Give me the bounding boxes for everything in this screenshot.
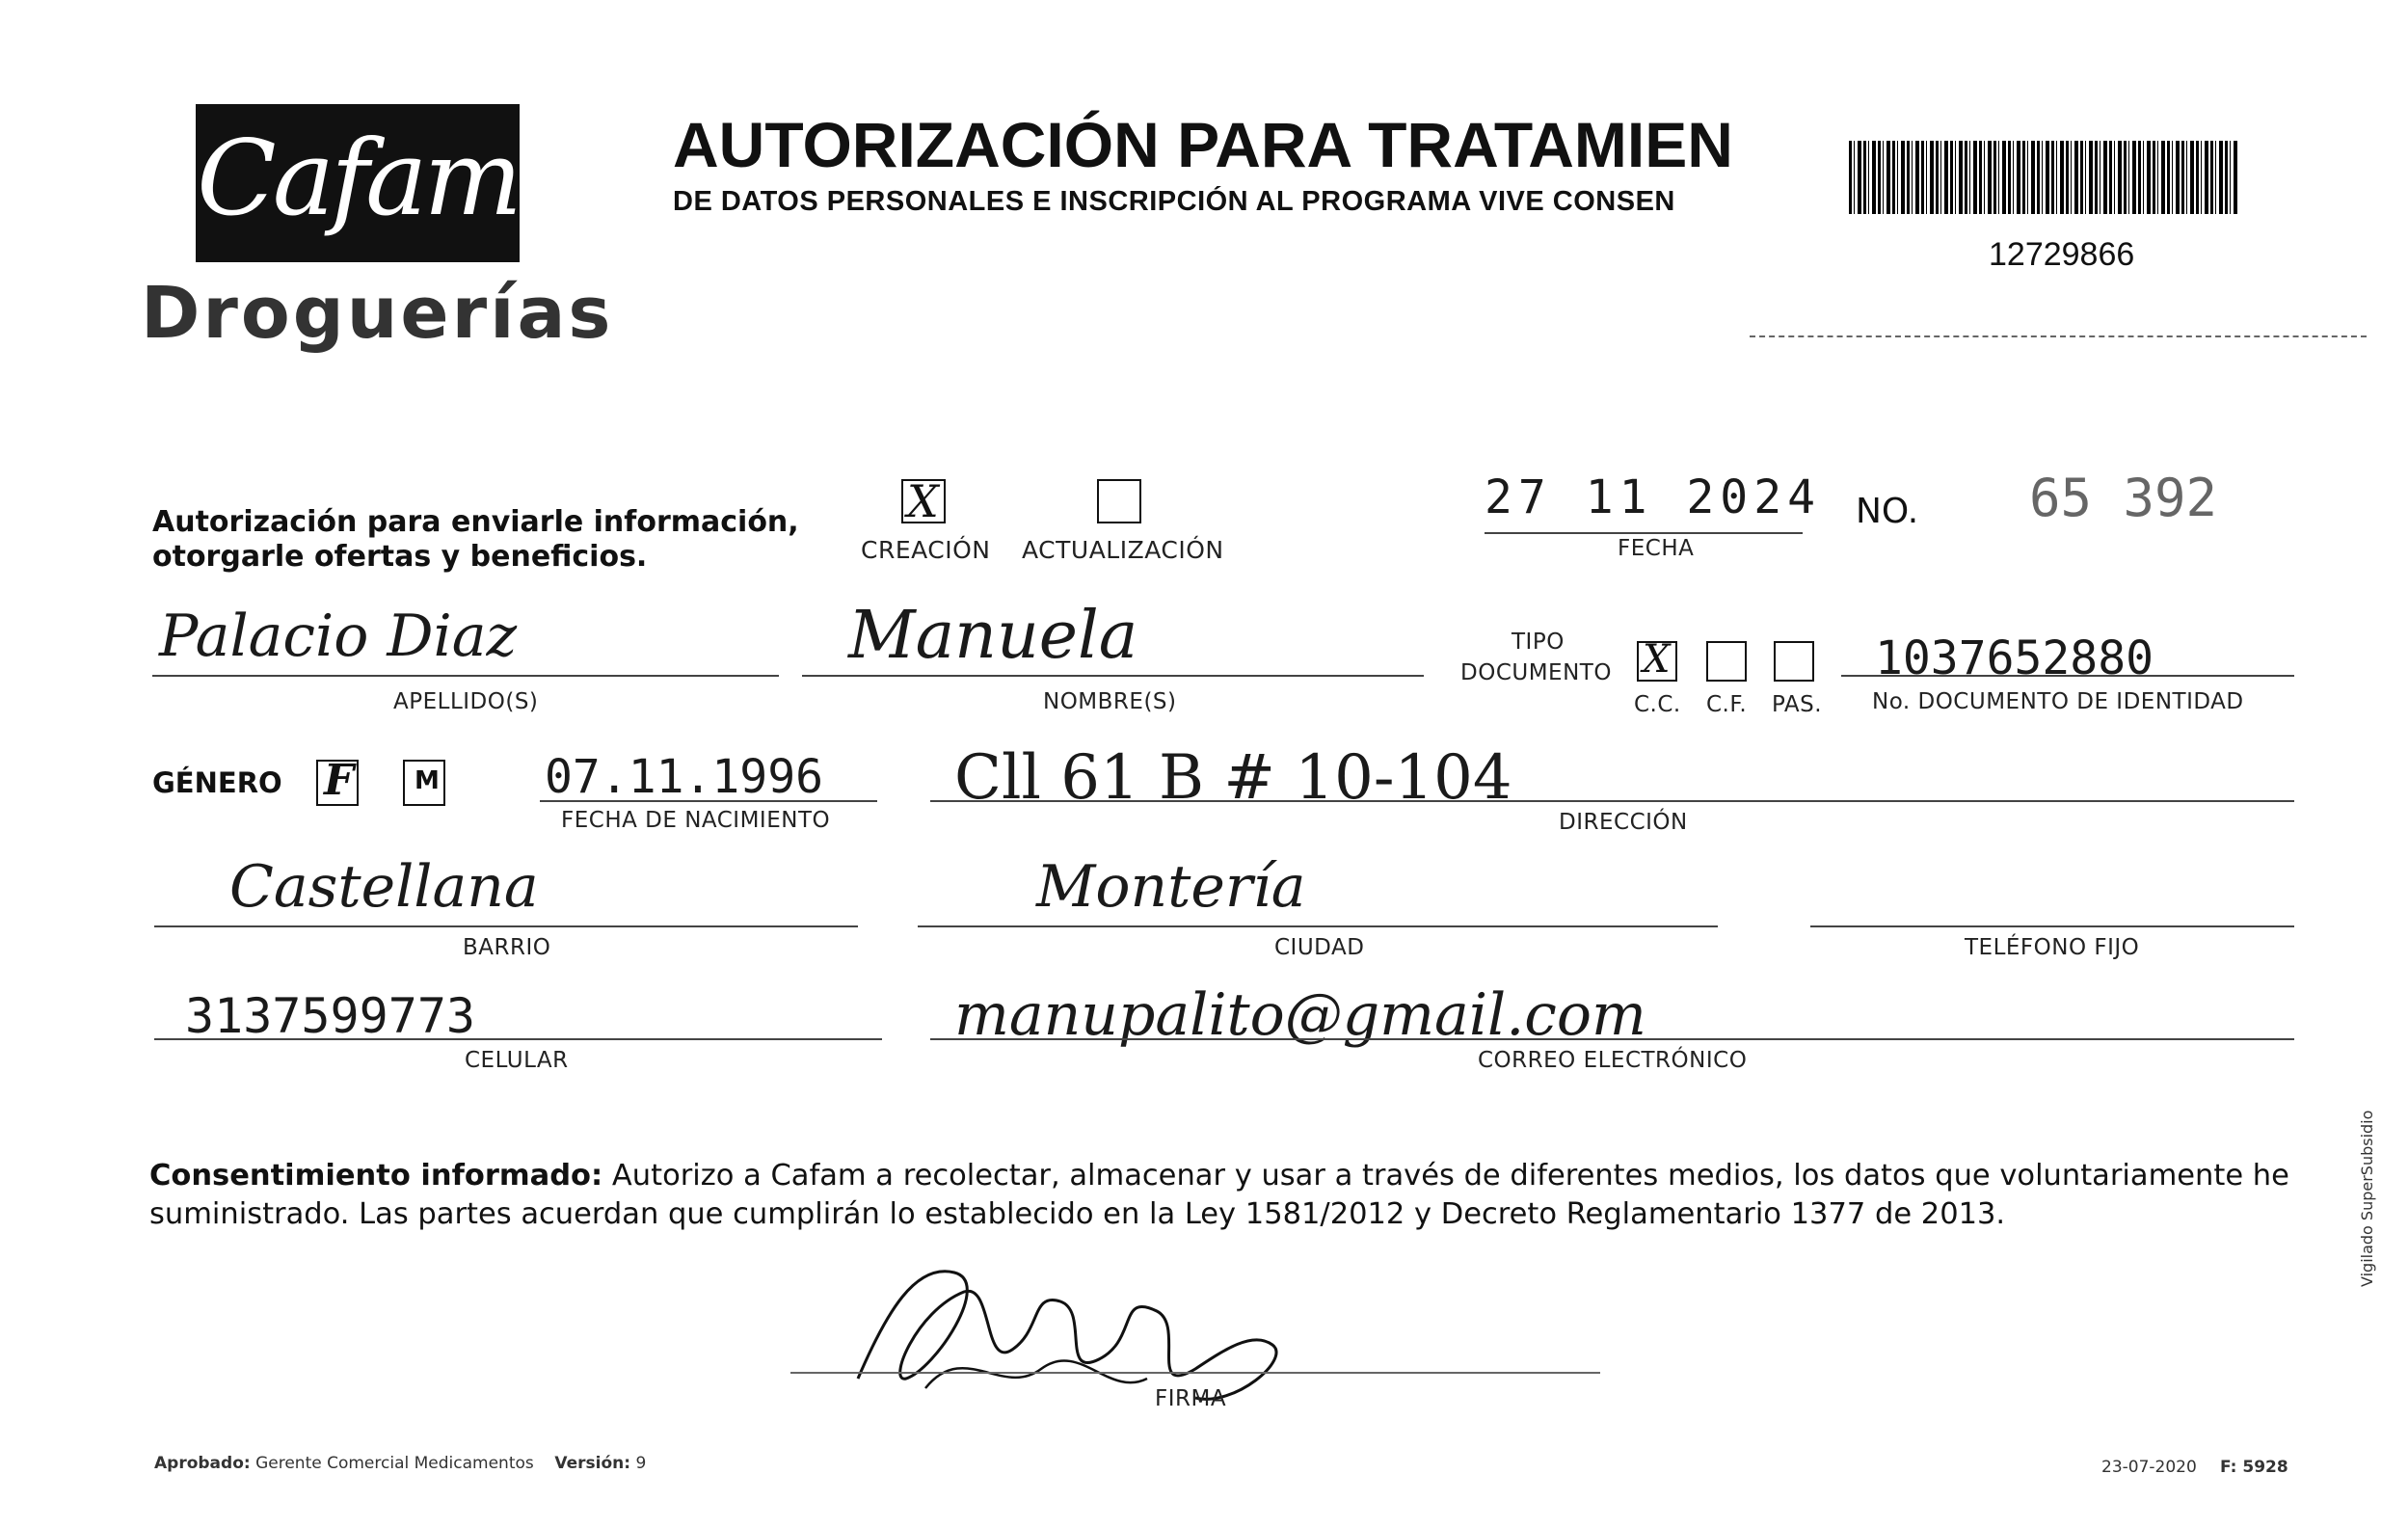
apellidos-line	[152, 675, 779, 677]
doc-number-line	[1841, 675, 2294, 677]
firma-label: FIRMA	[1155, 1386, 1227, 1411]
creacion-label: CREACIÓN	[861, 536, 991, 564]
celular-value[interactable]: 3137599773	[185, 988, 476, 1044]
doc-cf-label: C.F.	[1706, 692, 1748, 717]
doc-cf-checkbox[interactable]	[1706, 641, 1747, 682]
apellidos-label: APELLIDO(S)	[393, 689, 539, 714]
barcode	[1849, 141, 2239, 214]
doc-pas-label: PAS.	[1772, 692, 1823, 717]
numero-label: NO.	[1856, 492, 1919, 531]
genero-f-mark: F	[324, 756, 355, 805]
nacimiento-label: FECHA DE NACIMIENTO	[561, 808, 831, 833]
nombres-label: NOMBRE(S)	[1043, 689, 1177, 714]
celular-label: CELULAR	[465, 1048, 569, 1073]
doc-cc-label: C.C.	[1634, 692, 1681, 717]
barrio-line	[154, 925, 858, 927]
tipo-label: TIPO	[1512, 630, 1565, 655]
direccion-line	[930, 800, 2294, 802]
ciudad-line	[918, 925, 1718, 927]
creacion-checkbox[interactable]	[901, 475, 946, 527]
version-label: Versión:	[554, 1454, 631, 1473]
genero-label: GÉNERO	[152, 766, 282, 799]
direccion-label: DIRECCIÓN	[1559, 810, 1688, 835]
barrio-value[interactable]: Castellana	[229, 853, 539, 921]
consent-bold: Consentimiento informado:	[149, 1159, 603, 1193]
telefono-label: TELÉFONO FIJO	[1965, 935, 2140, 960]
numero-value: 65 392	[2029, 468, 2218, 528]
side-text: Vigilado SuperSubsidio	[2358, 1110, 2376, 1287]
correo-line	[930, 1038, 2294, 1040]
header-divider	[1750, 335, 2367, 337]
authorization-line-1: Autorización para enviarle información,	[152, 505, 799, 539]
consent-text: Autorizo a Cafam a recolectar, almacenar y usar a través de diferentes medios, los datos que voluntariamente he suministrado. Las partes acuerdan que cumplirán lo establecido en la Ley 1581/2012 y Decreto Reglamentario 1377 de 2013.	[149, 1159, 2289, 1231]
doc-number-value[interactable]: 1037652880	[1875, 631, 2154, 685]
ciudad-label: CIUDAD	[1274, 935, 1365, 960]
cafam-logo	[196, 104, 520, 262]
barrio-label: BARRIO	[463, 935, 551, 960]
nacimiento-line	[540, 800, 877, 802]
direccion-value[interactable]: Cll 61 B # 10-104	[954, 742, 1512, 814]
footer-f-code: F: 5928	[2220, 1458, 2288, 1477]
fecha-line	[1485, 532, 1803, 534]
nombres-line	[802, 675, 1424, 677]
actualizacion-checkbox[interactable]	[1097, 479, 1141, 523]
fecha-label: FECHA	[1618, 536, 1695, 561]
firma-line	[790, 1372, 1600, 1374]
doc-pas-checkbox[interactable]	[1774, 641, 1814, 682]
aprobado-value: Gerente Comercial Medicamentos	[255, 1454, 534, 1473]
doc-number-label: No. DOCUMENTO DE IDENTIDAD	[1872, 689, 2244, 714]
authorization-line-2: otorgarle ofertas y beneficios.	[152, 540, 648, 574]
doc-cc-checkbox[interactable]	[1637, 637, 1677, 682]
nacimiento-value[interactable]: 07.11.1996	[545, 750, 823, 804]
logo-subtitle: Droguerías	[141, 272, 614, 355]
creacion-mark: X	[907, 475, 939, 527]
form-subtitle: DE DATOS PERSONALES E INSCRIPCIÓN AL PROGRAMA VIVE CONSEN	[673, 186, 1675, 217]
fecha-value[interactable]: 27 11 2024	[1485, 470, 1821, 524]
version-value: 9	[635, 1454, 647, 1473]
telefono-line	[1810, 925, 2294, 927]
doc-cc-mark: X	[1643, 637, 1671, 682]
genero-m-label: M	[415, 766, 440, 795]
form-title: AUTORIZACIÓN PARA TRATAMIEN	[673, 109, 1733, 180]
nombres-value[interactable]: Manuela	[848, 598, 1138, 674]
aprobado-label: Aprobado:	[154, 1454, 251, 1473]
ciudad-value[interactable]: Montería	[1036, 853, 1306, 921]
documento-label: DOCUMENTO	[1460, 660, 1612, 685]
footer-date: 23-07-2020	[2101, 1458, 2197, 1477]
actualizacion-label: ACTUALIZACIÓN	[1022, 536, 1224, 564]
genero-f-checkbox[interactable]	[316, 756, 359, 806]
celular-line	[154, 1038, 882, 1040]
correo-label: CORREO ELECTRÓNICO	[1478, 1048, 1748, 1073]
footer-approval	[154, 1454, 646, 1473]
barcode-number: 12729866	[1989, 236, 2135, 273]
logo-text: Cafam	[197, 119, 519, 239]
consent-paragraph	[149, 1157, 2299, 1234]
correo-value[interactable]: manupalito@gmail.com	[954, 981, 1646, 1049]
apellidos-value[interactable]: Palacio Diaz	[159, 603, 518, 670]
genero-m-checkbox[interactable]	[403, 760, 445, 806]
